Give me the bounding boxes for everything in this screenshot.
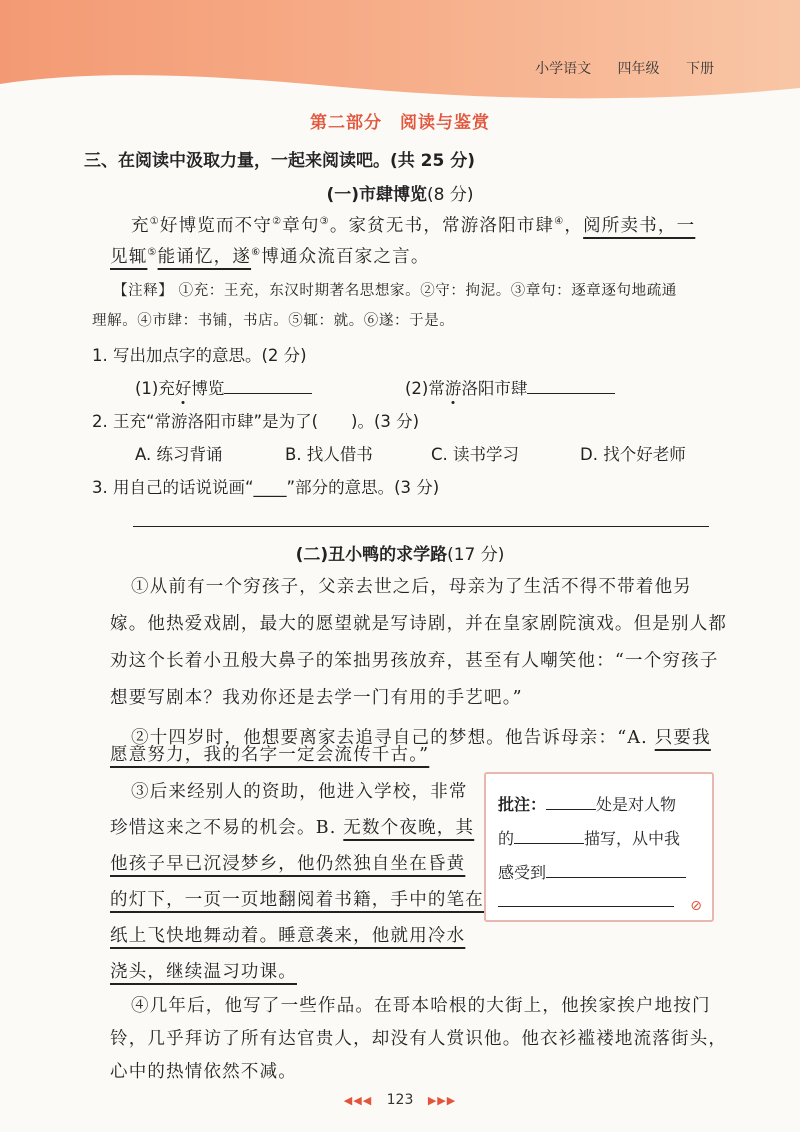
- q2-option-a[interactable]: A. 练习背诵: [135, 445, 223, 464]
- q1a-answer-blank[interactable]: [224, 377, 312, 394]
- q1b: (2)常游洛阳市肆: [405, 375, 615, 399]
- header-grade: 四年级: [617, 61, 660, 77]
- part2-title-num: (二): [295, 545, 329, 565]
- p3-line6: 浇头，继续温习功课。: [110, 962, 297, 982]
- p4-line1: ④几年后，他写了一些作品。在哥本哈根的大街上，他挨家挨户地按门: [131, 996, 711, 1016]
- part1-text-line2: 见辄⑤能诵忆，遂⑥博通众流百家之言。: [110, 247, 430, 267]
- p4-line3: 心中的热情依然不减。: [110, 1062, 297, 1082]
- p3-line3: 他孩子早已沉浸梦乡，他仍然独自坐在昏黄: [110, 854, 466, 874]
- q2-option-d[interactable]: D. 找个好老师: [580, 445, 686, 464]
- underlined-sentence-b: 无数个夜晚，其: [343, 818, 475, 838]
- q3-text: 3. 用自己的话说说画“____”部分的意思。(3 分): [92, 478, 440, 497]
- comment-blank-1[interactable]: [546, 795, 596, 810]
- comment-blank-2[interactable]: [514, 829, 584, 844]
- q1-text: 1. 写出加点字的意思。(2 分): [92, 346, 307, 365]
- p4-line2: 铃，几乎拜访了所有达官贵人，却没有人赏识他。他衣衫褴褛地流落街头，: [110, 1029, 728, 1049]
- p3-line4: 的灯下，一页一页地翻阅着书籍，手中的笔在: [110, 890, 484, 910]
- q1b-answer-blank[interactable]: [527, 377, 615, 394]
- part2-title-text: 丑小鸭的求学路: [328, 545, 448, 565]
- prev-arrows-icon: ◀◀◀: [343, 1094, 373, 1107]
- part1-score: (8 分): [427, 185, 474, 205]
- q2-text: 2. 王充“常游洛阳市肆”是为了( )。(3 分): [92, 412, 420, 431]
- p2-line1: ②十四岁时，他想要离家去追寻自己的梦想。他告诉母亲：“A. 只要我: [131, 728, 711, 748]
- p3-line5: 纸上飞快地舞动着。睡意袭来，他就用冷水: [110, 926, 466, 946]
- q2-option-c[interactable]: C. 读书学习: [431, 445, 520, 464]
- p1-line2: 嫁。他热爱戏剧，最大的愿望就是写诗剧，并在皇家剧院演戏。但是别人都: [110, 614, 728, 634]
- section-title: 第二部分 阅读与鉴赏: [310, 113, 490, 133]
- part1-text-line1: 充①好博览而不守②章句③。家贫无书，常游洛阳市肆④，阅所卖书，一: [131, 216, 696, 236]
- page-number: 123: [386, 1092, 414, 1108]
- underlined-sentence-a: 只要我: [654, 728, 711, 748]
- comment-blank-3[interactable]: [546, 863, 686, 878]
- note-line1: 【注释】 ①充：王充，东汉时期著名思想家。②守：拘泥。③章句：逐章逐句地疏通: [113, 283, 677, 299]
- note-line2: 理解。④市肆：书铺，书店。⑤辄：就。⑥遂：于是。: [92, 313, 455, 329]
- p3-line1: ③后来经别人的资助，他进入学校，非常: [131, 782, 468, 802]
- p2-line2: 愿意努力，我的名字一定会流传千古。”: [110, 745, 430, 765]
- question-heading: 三、在阅读中汲取力量，一起来阅读吧。(共 25 分): [84, 151, 476, 171]
- comment-box: [484, 772, 714, 922]
- header-meta: [523, 58, 714, 78]
- part1-title-text: 市肆博览: [359, 185, 428, 205]
- header-volume: 下册: [686, 61, 714, 77]
- comment-blank-4[interactable]: [498, 892, 674, 907]
- comment-line1: 批注： 处是对人物: [498, 795, 677, 814]
- q2-option-b[interactable]: B. 找人借书: [285, 445, 373, 464]
- comment-line2: 的 描写，从中我: [498, 829, 681, 848]
- p1-line3: 劝这个长着小丑般大鼻子的笨拙男孩放弃，甚至有人嘲笑他：“一个穷孩子: [110, 651, 719, 671]
- comment-line3: 感受到: [498, 860, 686, 883]
- q1a: (1)充好博览: [135, 375, 312, 399]
- underlined-passage-part1: 阅所卖书，一: [583, 216, 696, 236]
- p1-line1: ①从前有一个穷孩子，父亲去世之后，母亲为了生活不得不带着他另: [131, 577, 692, 597]
- q3-answer-line[interactable]: [133, 526, 709, 527]
- part1-title-num: (一): [326, 185, 360, 205]
- header-subject: 小学语文: [535, 61, 592, 77]
- header-banner: [0, 0, 800, 110]
- part2-score: (17 分): [447, 545, 505, 565]
- part1-title: [0, 180, 800, 205]
- next-arrows-icon: ▶▶▶: [427, 1094, 457, 1107]
- p1-line4: 想要写剧本？我劝你还是去学一门有用的手艺吧。”: [110, 688, 523, 708]
- paperclip-icon: ⊘: [690, 898, 702, 914]
- p3-line2: 珍惜这来之不易的机会。B. 无数个夜晚，其: [110, 818, 475, 838]
- part2-title: [0, 540, 800, 565]
- page-footer: [0, 1092, 800, 1108]
- comment-line4: [498, 892, 674, 911]
